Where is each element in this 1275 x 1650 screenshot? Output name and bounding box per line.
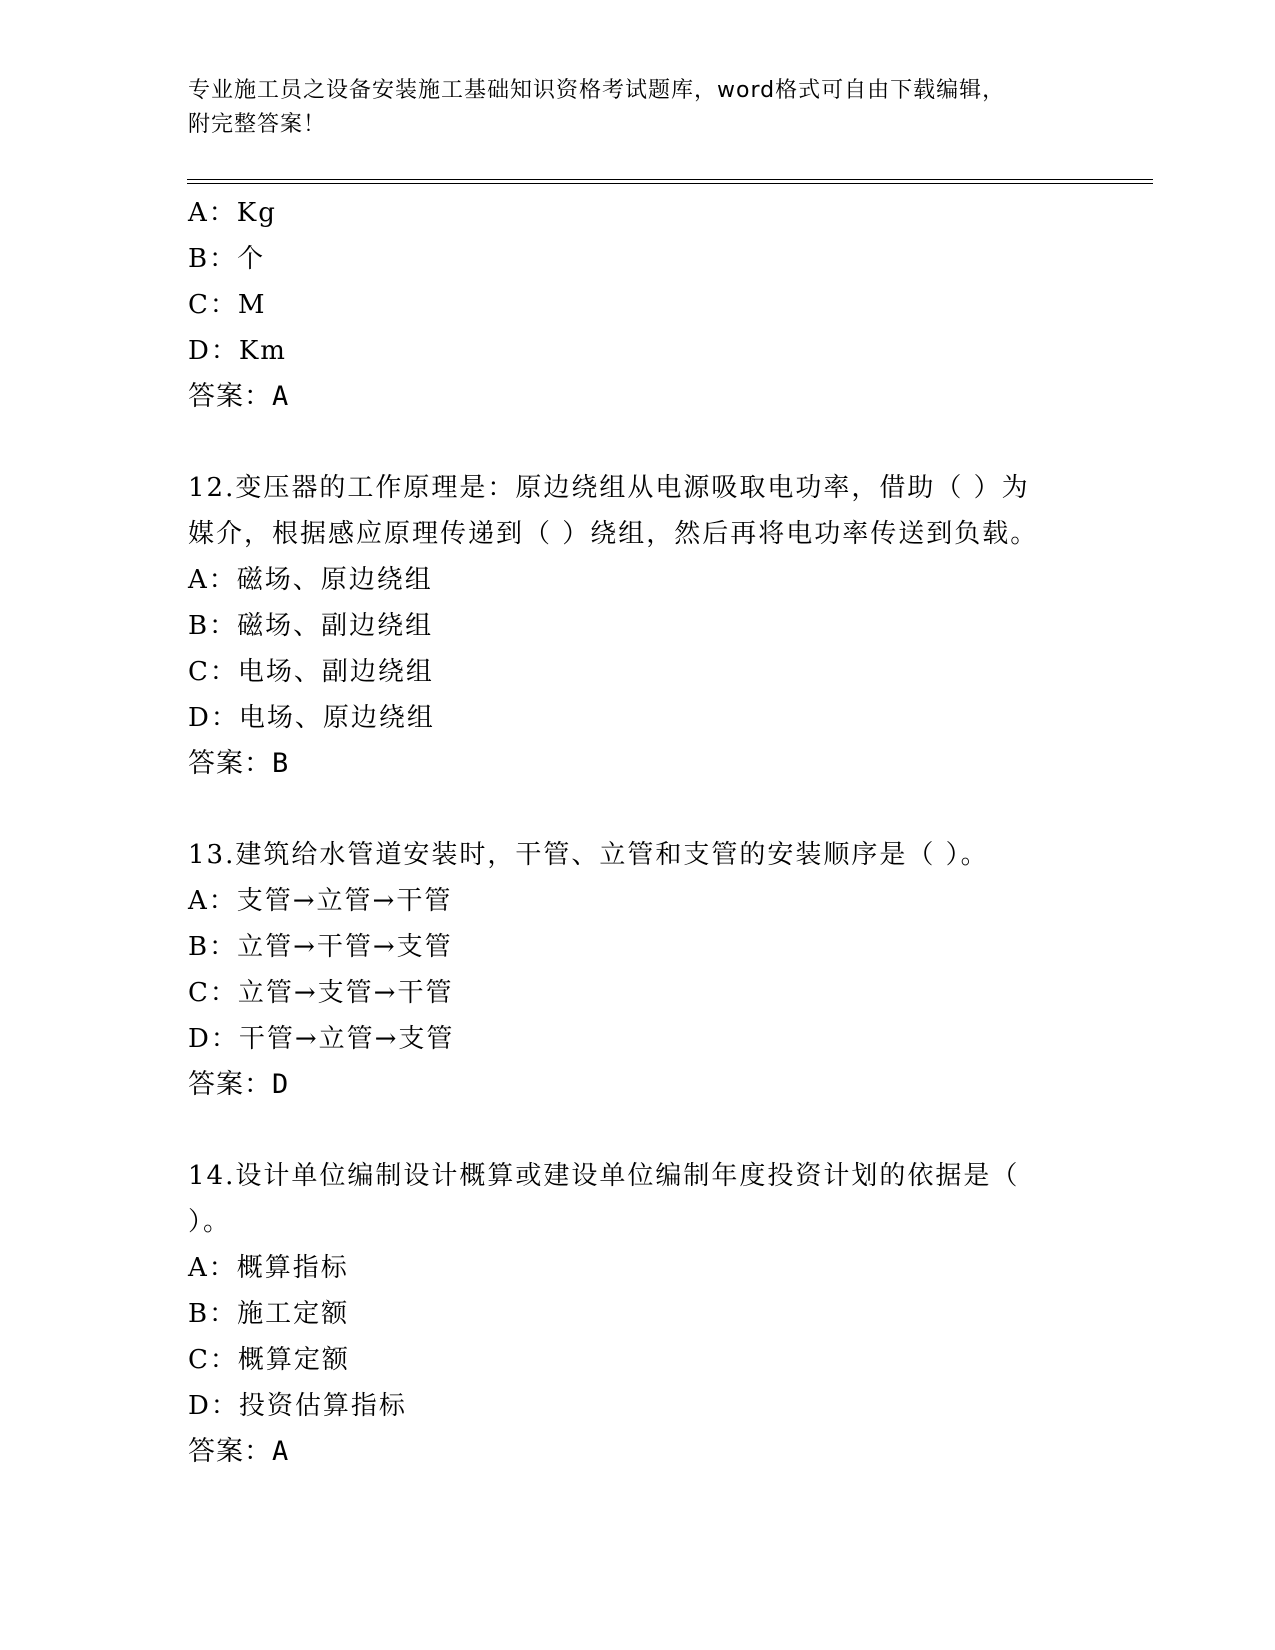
option-d: D：Km: [188, 336, 287, 366]
question-13: [188, 832, 1088, 1108]
question-stem: 14.设计单位编制设计概算或建设单位编制年度投资计划的依据是（: [188, 1161, 1020, 1191]
option-b: B：个: [188, 244, 266, 274]
answer-label: 答案：: [188, 748, 272, 779]
answer-label: 答案：: [188, 1069, 272, 1100]
answer-value: A: [272, 1436, 290, 1467]
option-b: B：立管→干管→支管: [188, 932, 453, 962]
option-c: C：概算定额: [188, 1345, 350, 1375]
answer-line: [188, 1062, 1088, 1108]
question-11: [188, 190, 1088, 420]
option-a: A：概算指标: [188, 1253, 349, 1283]
header-line-2: 附完整答案！: [188, 112, 327, 137]
option-a: A：磁场、原边绕组: [188, 565, 433, 595]
question-12: [188, 465, 1088, 787]
header-divider: [187, 179, 1153, 180]
answer-value: A: [272, 381, 290, 412]
option-d: D：干管→立管→支管: [188, 1024, 455, 1054]
answer-value: B: [272, 748, 290, 779]
header-divider: [187, 183, 1153, 184]
answer-label: 答案：: [188, 1436, 272, 1467]
option-c: C：立管→支管→干管: [188, 978, 454, 1008]
header-line-1: 专业施工员之设备安装施工基础知识资格考试题库，word格式可自由下载编辑，: [188, 78, 1006, 103]
answer-line: [188, 1429, 1088, 1475]
option-d: D：电场、原边绕组: [188, 703, 435, 733]
option-c: C：电场、副边绕组: [188, 657, 434, 687]
option-a: A：Kg: [188, 198, 277, 228]
question-stem: 12.变压器的工作原理是：原边绕组从电源吸取电功率，借助（ ）为: [188, 473, 1030, 503]
answer-value: D: [272, 1069, 290, 1100]
answer-label: 答案：: [188, 381, 272, 412]
answer-line: [188, 374, 1088, 420]
answer-line: [188, 741, 1088, 787]
option-b: B：施工定额: [188, 1299, 350, 1329]
question-stem: ）。: [188, 1207, 232, 1237]
question-stem: 13.建筑给水管道安装时，干管、立管和支管的安装顺序是（ ）。: [188, 840, 989, 870]
option-d: D：投资估算指标: [188, 1391, 407, 1421]
question-stem: 媒介，根据感应原理传递到（ ）绕组，然后再将电功率传送到负载。: [188, 519, 1039, 549]
option-b: B：磁场、副边绕组: [188, 611, 434, 641]
option-a: A：支管→立管→干管: [188, 886, 453, 916]
document-header: [188, 74, 1088, 142]
question-14: [188, 1153, 1088, 1475]
question-list: [188, 190, 1088, 1475]
option-c: C：M: [188, 290, 267, 320]
